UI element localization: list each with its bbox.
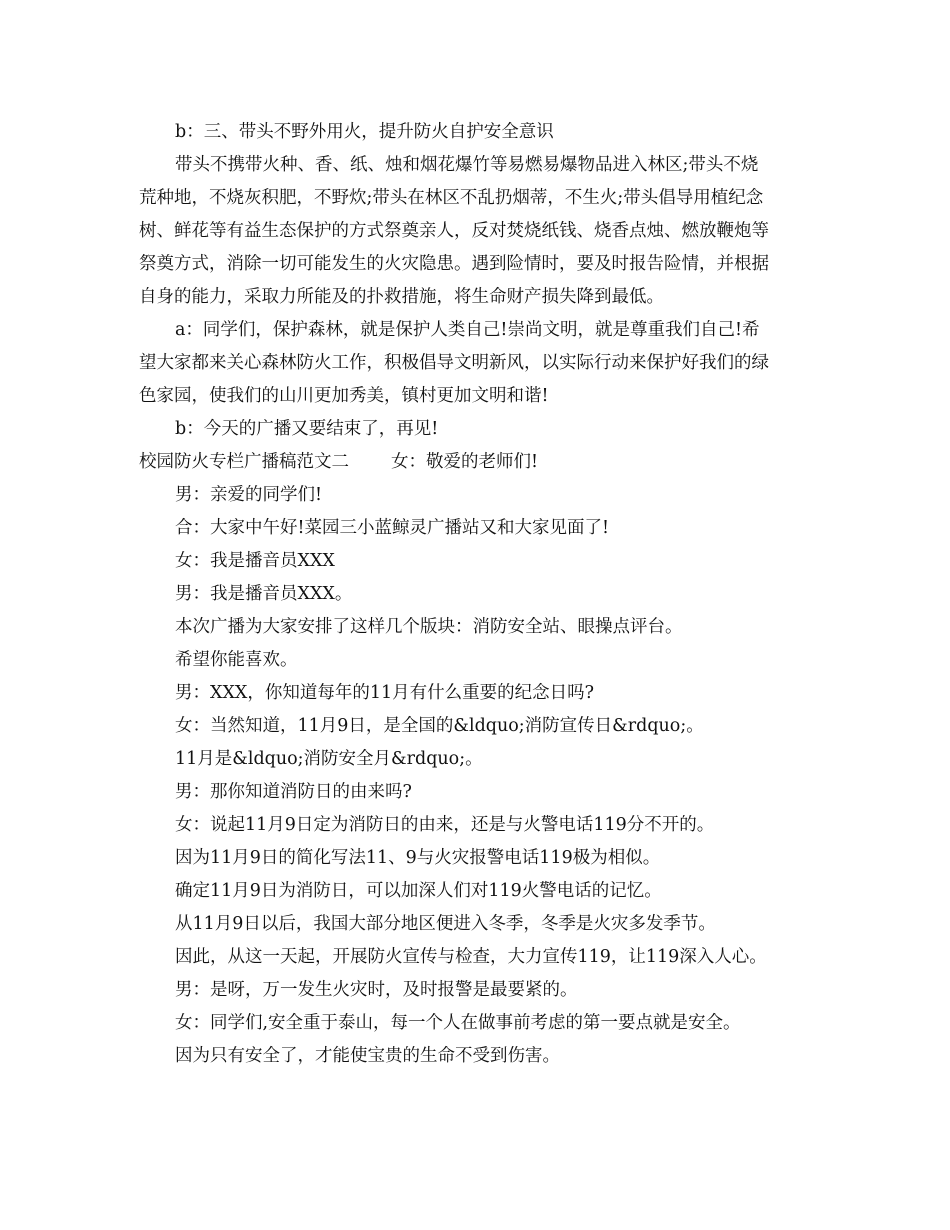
text-line: 自身的能力，采取力所能及的扑救措施，将生命财产损失降到最低。: [139, 287, 664, 307]
text-line: 11月是&ldquo;消防安全月&rdquo;。: [175, 749, 483, 769]
text-line: 女：敬爱的老师们!: [391, 452, 539, 472]
text-line: 本次广播为大家安排了这样几个版块：消防安全站、眼操点评台。: [175, 617, 683, 637]
text-line: 荒种地，不烧灰积肥，不野炊;带头在林区不乱扔烟蒂，不生火;带头倡导用植纪念: [139, 188, 764, 208]
text-line: 男：那你知道消防日的由来吗?: [175, 782, 412, 802]
document-body: [139, 116, 819, 1073]
text-line: 确定11月9日为消防日，可以加深人们对119火警电话的记忆。: [175, 881, 662, 901]
text-line: 因为只有安全了，才能使宝贵的生命不受到伤害。: [175, 1046, 560, 1066]
text-line: 从11月9日以后，我国大部分地区便进入冬季，冬季是火灾多发季节。: [175, 914, 716, 934]
text-line: 色家园，使我们的山川更加秀美，镇村更加文明和谐!: [139, 386, 549, 406]
text-line: 男：XXX，你知道每年的11月有什么重要的纪念日吗?: [175, 683, 595, 703]
text-line: 男：亲爱的同学们!: [175, 485, 323, 505]
text-line: a：同学们，保护森林，就是保护人类自己!崇尚文明，就是尊重我们自己!希: [175, 320, 760, 340]
text-line: 女：当然知道，11月9日，是全国的&ldquo;消防宣传日&rdquo;。: [175, 716, 704, 736]
text-line: 男：我是播音员XXX。: [175, 584, 353, 604]
text-line: 因为11月9日的简化写法11、9与火灾报警电话119极为相似。: [175, 848, 661, 868]
text-line: 希望你能喜欢。: [175, 650, 298, 670]
text-line: 男：是呀，万一发生火灾时，及时报警是最要紧的。: [175, 980, 578, 1000]
text-line: 合：大家中午好!菜园三小蓝鲸灵广播站又和大家见面了!: [175, 518, 610, 538]
text-line: 树、鲜花等有益生态保护的方式祭奠亲人，反对焚烧纸钱、烧香点烛、燃放鞭炮等: [139, 221, 769, 241]
text-line: 女：同学们,安全重于泰山，每一个人在做事前考虑的第一要点就是安全。: [175, 1013, 741, 1033]
text-line: 因此，从这一天起，开展防火宣传与检查，大力宣传119，让119深入人心。: [175, 947, 767, 967]
section-heading: 校园防火专栏广播稿范文二: [139, 452, 349, 472]
text-line: 祭奠方式，消除一切可能发生的火灾隐患。遇到险情时，要及时报告险情，并根据: [139, 254, 769, 274]
text-line: b：今天的广播又要结束了，再见!: [175, 419, 439, 439]
text-line: 女：说起11月9日定为消防日的由来，还是与火警电话119分不开的。: [175, 815, 715, 835]
text-line: 望大家都来关心森林防火工作，积极倡导文明新风，以实际行动来保护好我们的绿: [139, 353, 769, 373]
text-line: 带头不携带火种、香、纸、烛和烟花爆竹等易燃易爆物品进入林区;带头不烧: [175, 155, 759, 175]
section-heading-line: [139, 446, 819, 479]
text-line: b：三、带头不野外用火，提升防火自护安全意识: [175, 122, 554, 142]
text-line: 女：我是播音员XXX: [175, 551, 335, 571]
